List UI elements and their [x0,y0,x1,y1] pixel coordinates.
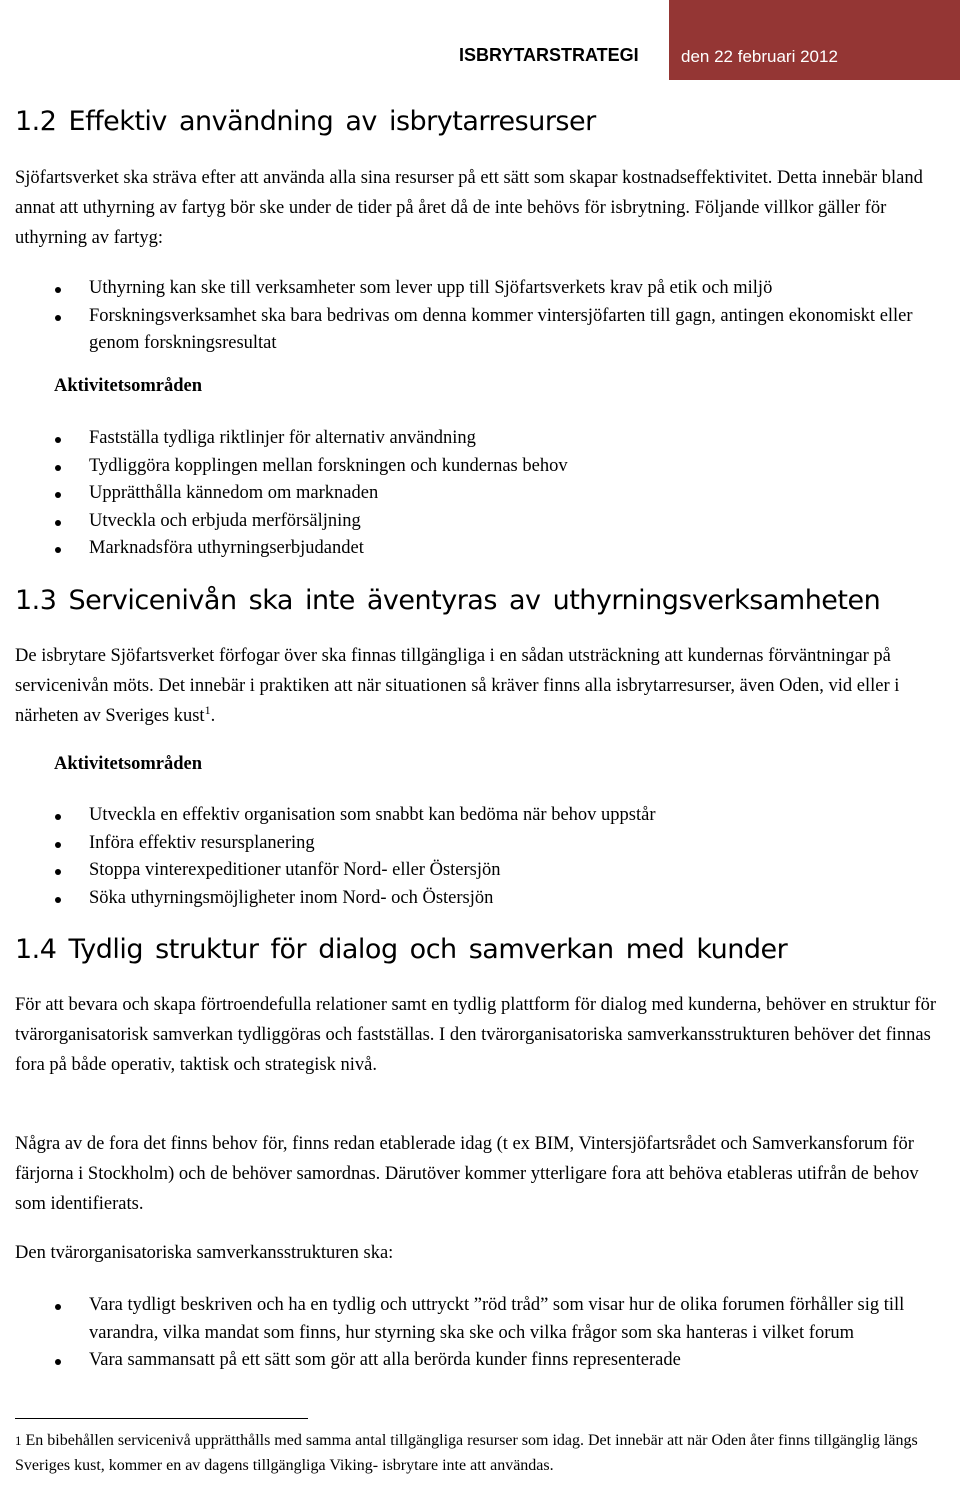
activities-list-1-3 [0,802,945,912]
bullet-icon [55,465,61,471]
section-1-2-paragraph: Sjöfartsverket ska sträva efter att använda alla sina resurser på ett sätt som skapar kostnadseffektivitet. Detta innebär bland annat att uthyrning av fartyg bör ske under de tider på året då de inte behövs för isbrytning. Följande villkor gäller för uthyrning av fartyg: [15,168,923,248]
list-item: Införa effektiv resursplanering [0,830,945,858]
header-date: den 22 februari 2012 [681,47,838,66]
section-1-4-paragraph-3: Den tvärorganisatoriska samverkansstrukturen ska: [15,1243,394,1263]
list-item: Upprätthålla kännedom om marknaden [0,480,945,508]
document-header-title: ISBRYTARSTRATEGI [459,45,639,65]
list-item: Utveckla och erbjuda merförsäljning [0,508,945,536]
list-item: Uthyrning kan ske till verksamheter som lever upp till Sjöfartsverkets krav på etik och miljö [0,275,945,303]
footnote [15,1428,945,1478]
list-item: Söka uthyrningsmöjligheter inom Nord- och Östersjön [0,885,945,913]
activities-list-1-2 [0,425,945,563]
bullet-icon [55,437,61,443]
activities-heading-1-2: Aktivitetsområden [54,376,202,396]
requirements-list [0,1292,945,1375]
list-item: Stoppa vinterexpeditioner utanför Nord- eller Östersjön [0,857,945,885]
bullet-icon [55,520,61,526]
section-1-4-paragraph-2: Några av de fora det finns behov för, finns redan etablerade idag (t ex BIM, Vintersjöfartsrådet och Samverkansforum för färjorna i Stockholm) och de behöver samordnas. Därutöver kommer ytterligare fora att behöva etableras utifrån de behov som identifierats. [15,1134,919,1214]
bullet-icon [55,1304,61,1310]
bullet-icon [55,869,61,875]
section-1-4-paragraph-1: För att bevara och skapa förtroendefulla relationer samt en tydlig plattform för dialog med kunderna, behöver en struktur för tvärorganisatorisk samverkan tydliggöras och fastställas. I den tvärorganisatoriska samverkansstrukturen behöver det finnas fora på både operativ, taktisk och strategisk nivå. [15,995,937,1075]
footnote-text: En bibehållen servicenivå upprätthålls med samma antal tillgängliga resurser som idag. Det innebär att när Oden åter finns tillgänglig längs Sveriges kust, kommer en av dagens tillgängliga Viking- isbrytare inte att användas. [15,1432,918,1474]
footnote-reference: 1 [204,702,211,717]
bullet-icon [55,814,61,820]
footnote-divider [15,1418,308,1419]
bullet-icon [55,1359,61,1365]
list-item: Vara tydligt beskriven och ha en tydlig och uttryckt ”röd tråd” som visar hur de olika forumen förhåller sig till varandra, vilka mandat som finns, hur styrning ska ske och vilka frågor som ska hanteras i vilket forum [0,1292,945,1347]
header-date-box [669,0,960,80]
list-item: Fastställa tydliga riktlinjer för alternativ användning [0,425,945,453]
list-item: Utveckla en effektiv organisation som snabbt kan bedöma när behov uppstår [0,802,945,830]
bullet-icon [55,547,61,553]
activities-heading-1-3: Aktivitetsområden [54,754,202,774]
section-heading-1-4: 1.4 Tydlig struktur för dialog och samverkan med kunder [15,934,788,965]
bullet-icon [55,315,61,321]
list-item: Tydliggöra kopplingen mellan forskningen och kundernas behov [0,453,945,481]
bullet-icon [55,287,61,293]
section-heading-1-3: 1.3 Servicenivån ska inte äventyras av uthyrningsverksamheten [15,585,881,616]
list-item: Forskningsverksamhet ska bara bedrivas om denna kommer vintersjöfarten till gagn, antingen ekonomiskt eller genom forskningsresultat [0,303,945,358]
bullet-icon [55,492,61,498]
section-1-3-paragraph: De isbrytare Sjöfartsverket förfogar över ska finnas tillgängliga i en sådan utsträckning att kundernas förväntningar på servicenivån möts. Det innebär i praktiken att när situationen så kräver finns alla isbrytarresurser, även Oden, vid eller i närheten av Sveriges kust$^1$. [15,646,900,726]
footnote-number: 1 [15,1433,22,1448]
bullet-icon [55,842,61,848]
list-item: Vara sammansatt på ett sätt som gör att alla berörda kunder finns representerade [0,1347,945,1375]
list-item: Marknadsföra uthyrningserbjudandet [0,535,945,563]
bullet-icon [55,897,61,903]
section-heading-1-2: 1.2 Effektiv användning av isbrytarresurser [15,106,596,137]
rental-conditions-list [0,275,945,358]
